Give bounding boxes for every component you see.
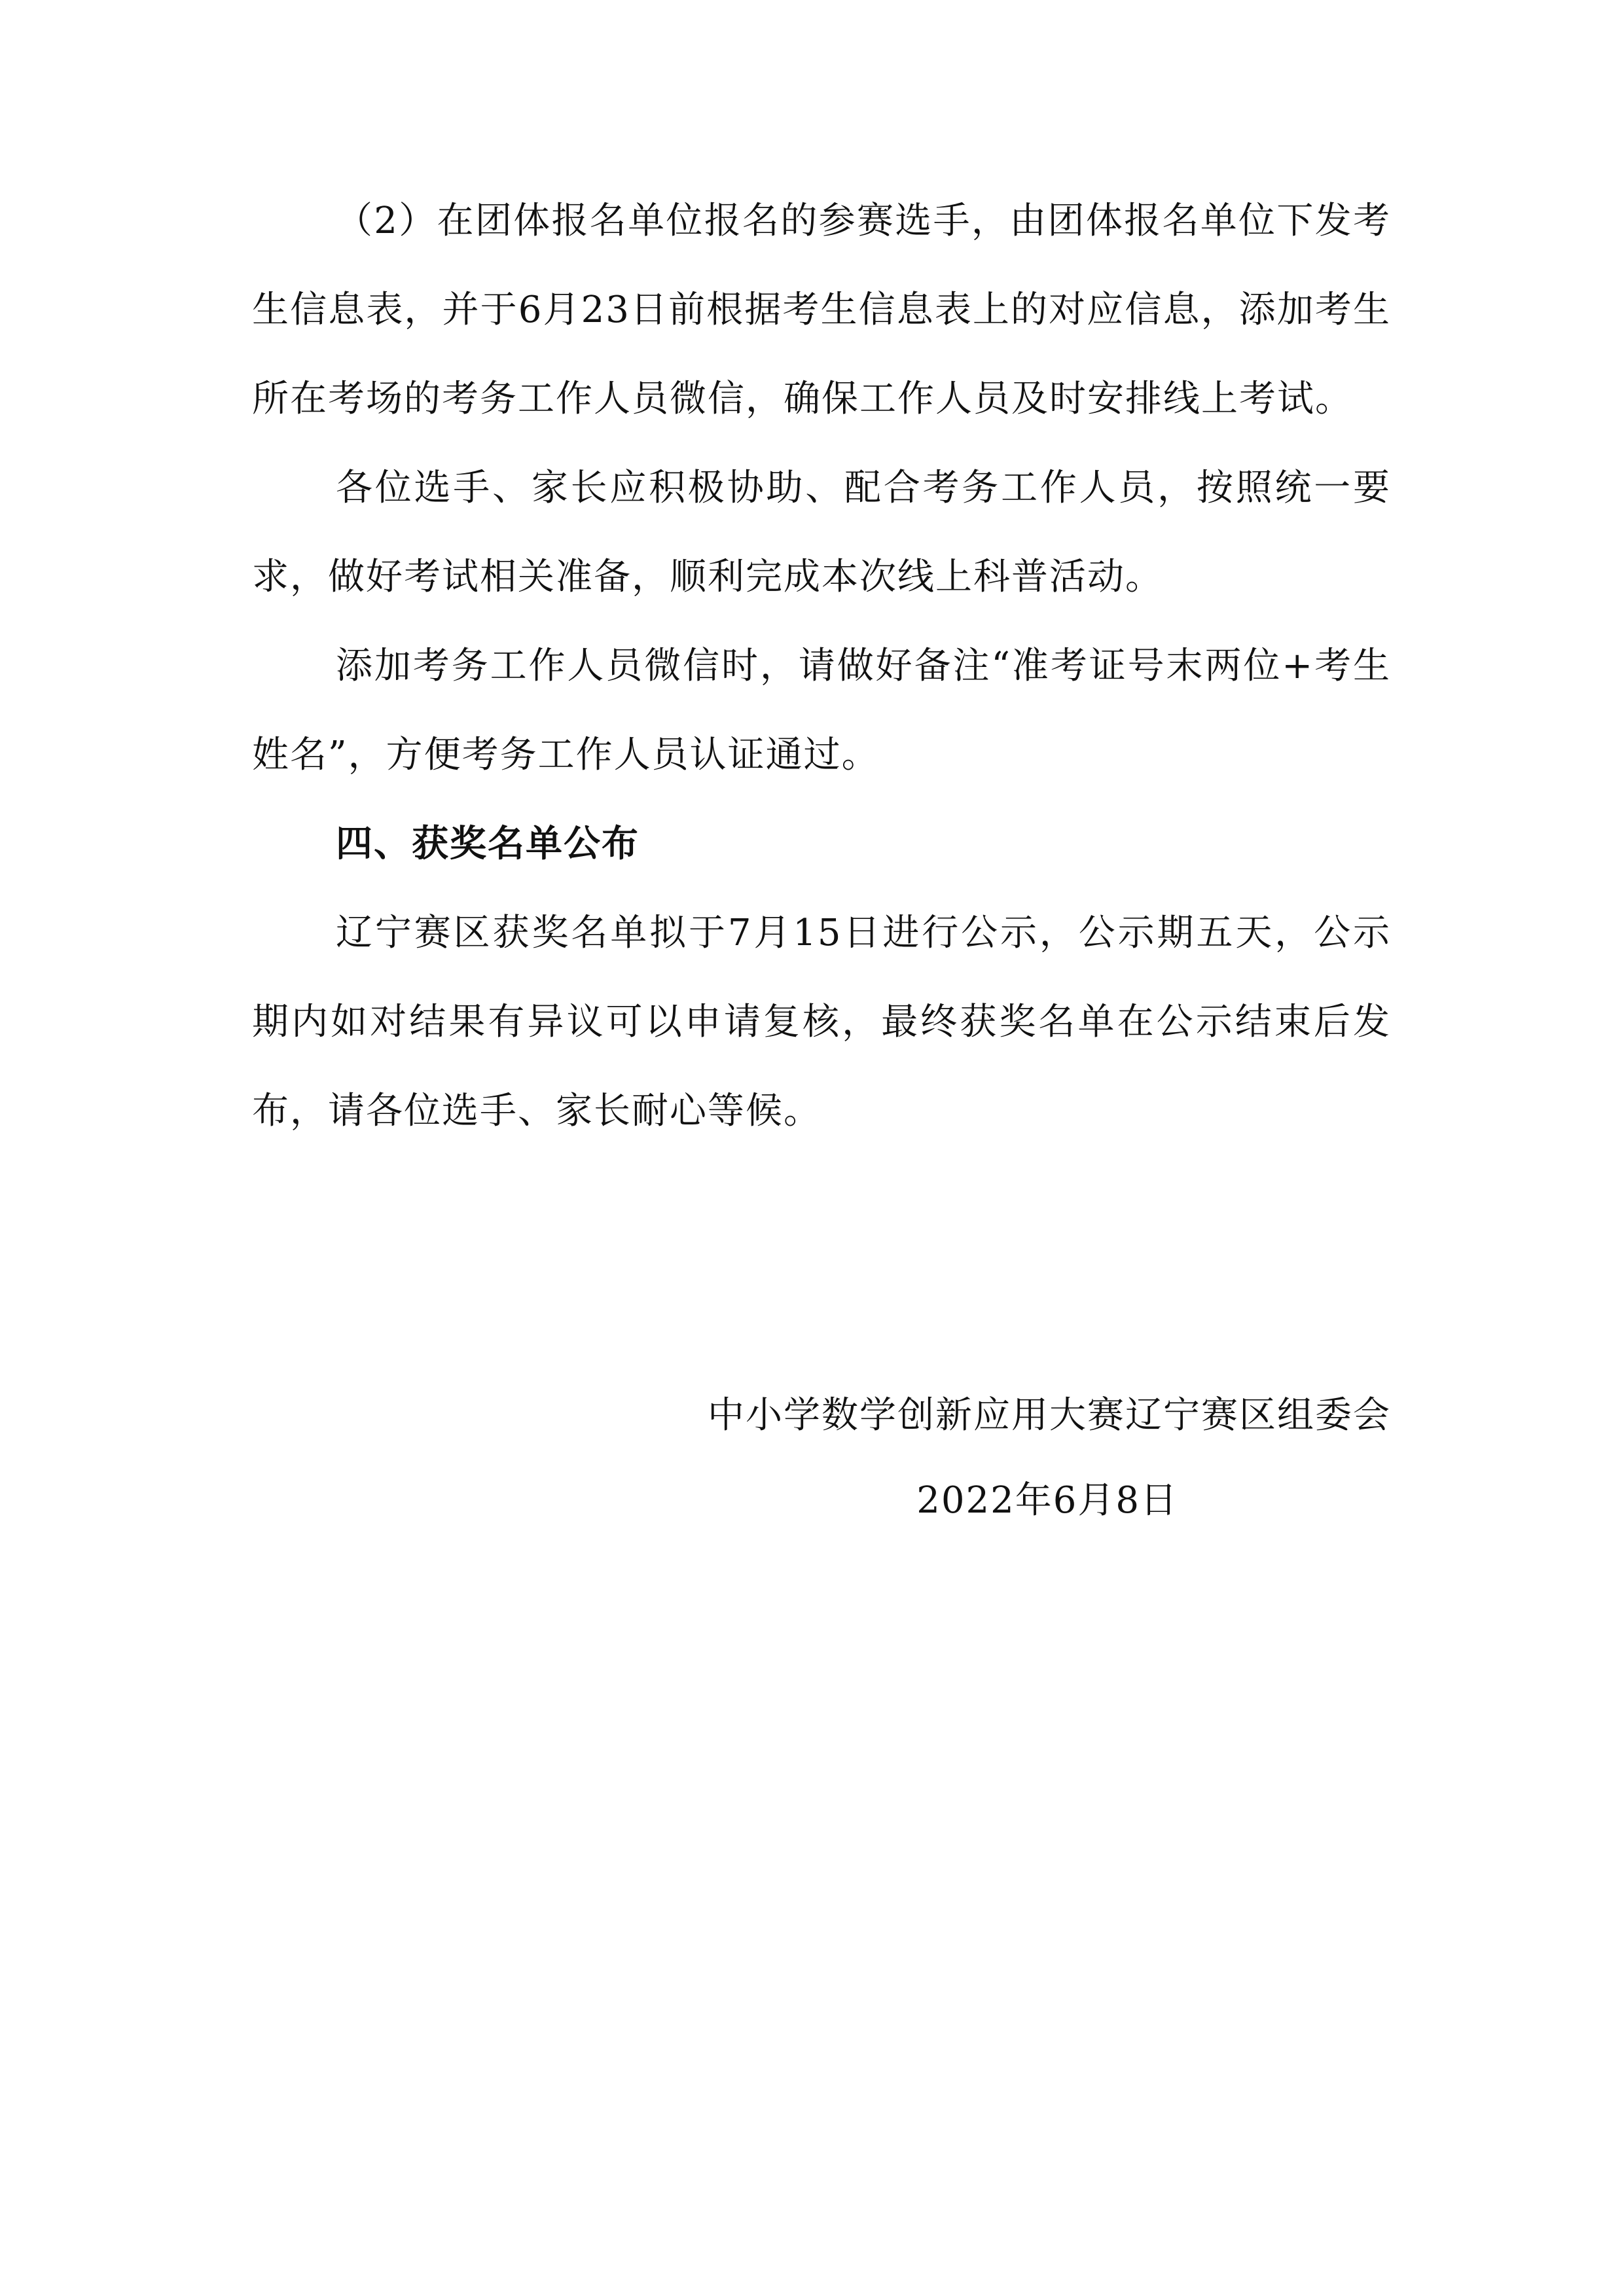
document-body xyxy=(252,177,1391,1156)
paragraph-awards-announcement: 辽宁赛区获奖名单拟于7月15日进行公示，公示期五天，公示期内如对结果有异议可以申请复核，最终获奖名单在公示结束后发布，请各位选手、家长耐心等候。 xyxy=(252,912,1391,1132)
signature-organizer: 中小学数学创新应用大赛辽宁赛区组委会 xyxy=(708,1394,1391,1437)
section-heading-awards: 四、获奖名单公布 xyxy=(336,823,640,865)
paragraph-cooperation: 各位选手、家长应积极协助、配合考务工作人员，按照统一要求，做好考试相关准备，顺利完成本次线上科普活动。 xyxy=(252,467,1391,598)
paragraph-team-registration: （2）在团体报名单位报名的参赛选手，由团体报名单位下发考生信息表，并于6月23日前根据考生信息表上的对应信息，添加考生所在考场的考务工作人员微信，确保工作人员及时安排线上考试。 xyxy=(252,200,1391,420)
paragraph-wechat-note: 添加考务工作人员微信时，请做好备注“准考证号末两位+考生姓名”，方便考务工作人员认证通过。 xyxy=(252,645,1391,776)
signature-date: 2022年6月8日 xyxy=(916,1479,1178,1522)
